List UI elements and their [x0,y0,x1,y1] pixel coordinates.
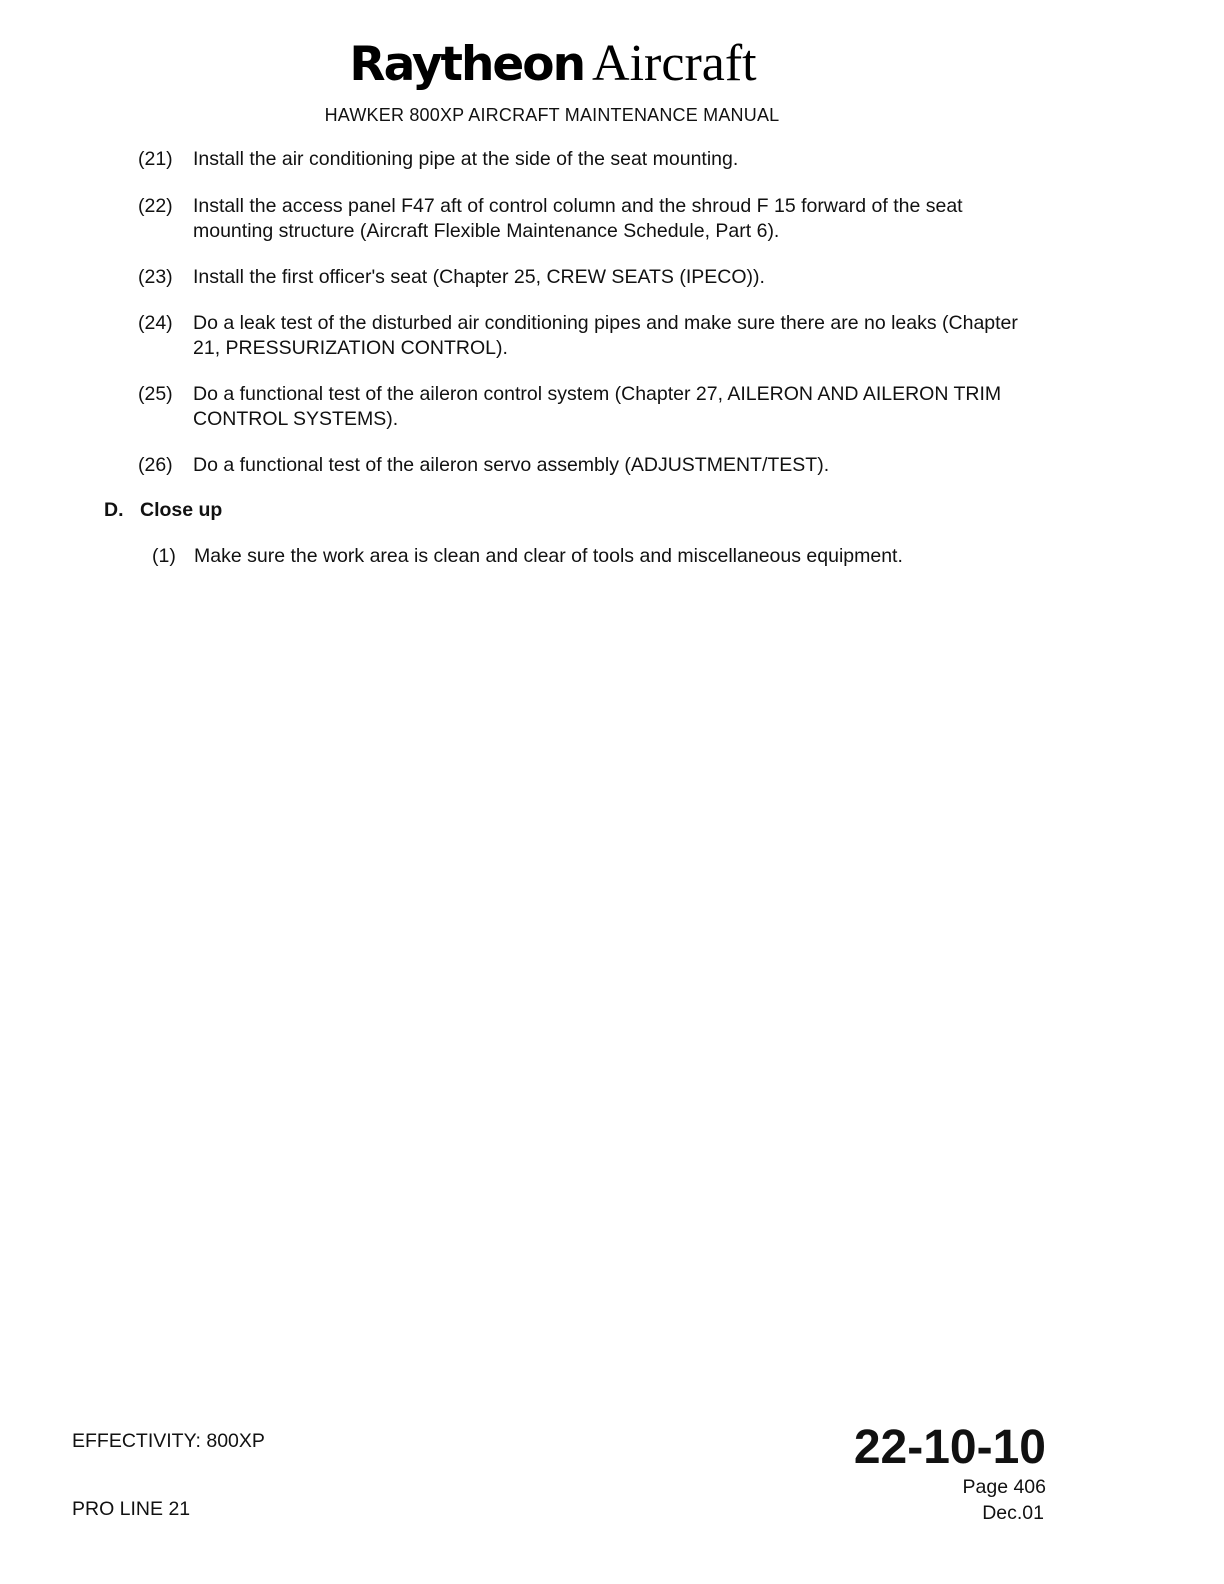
section-title: Close up [140,499,223,521]
procedure-step [138,382,1048,432]
step-text: Install the first officer's seat (Chapter 25, CREW SEATS (IPECO)). [193,266,765,288]
section-letter: D. [104,499,124,521]
logo-brand: Raytheon [349,37,585,92]
logo-suffix: Aircraft [592,35,757,92]
step-number: (22) [138,195,173,217]
raytheon-aircraft-logo [0,35,1106,92]
procedure-step [152,544,1052,569]
revision-date: Dec.01 [982,1502,1044,1524]
procedure-step [138,265,1048,290]
step-number: (23) [138,266,173,288]
step-number: (26) [138,454,173,476]
procedure-step [138,311,1048,361]
section-heading [104,498,222,523]
pro-line-label: PRO LINE 21 [72,1498,191,1520]
step-text: Install the access panel F47 aft of control column and the shroud F 15 forward of the seat mounting structure (Aircraft Flexible Maintenance Schedule, Part 6). [193,195,963,242]
step-text: Do a leak test of the disturbed air conditioning pipes and make sure there are no leaks (Chapter 21, PRESSURIZATION CONTROL). [193,312,1018,359]
step-text: Install the air conditioning pipe at the side of the seat mounting. [193,148,739,170]
procedure-step [138,453,1048,478]
step-number: (25) [138,383,173,405]
chapter-section-number: 22-10-10 [853,1421,1046,1474]
manual-title: HAWKER 800XP AIRCRAFT MAINTENANCE MANUAL [324,105,780,125]
step-text: Make sure the work area is clean and clear of tools and miscellaneous equipment. [194,545,903,567]
procedure-step [138,147,1048,172]
effectivity-label: EFFECTIVITY: 800XP [72,1430,265,1452]
procedure-step [138,194,1018,244]
step-number: (24) [138,312,173,334]
step-text: Do a functional test of the aileron control system (Chapter 27, AILERON AND AILERON TRIM CONTROL SYSTEMS). [193,383,1002,430]
step-number: (21) [138,148,173,170]
step-text: Do a functional test of the aileron servo assembly (ADJUSTMENT/TEST). [193,454,830,476]
page-number: Page 406 [962,1476,1046,1498]
step-number: (1) [152,545,176,567]
